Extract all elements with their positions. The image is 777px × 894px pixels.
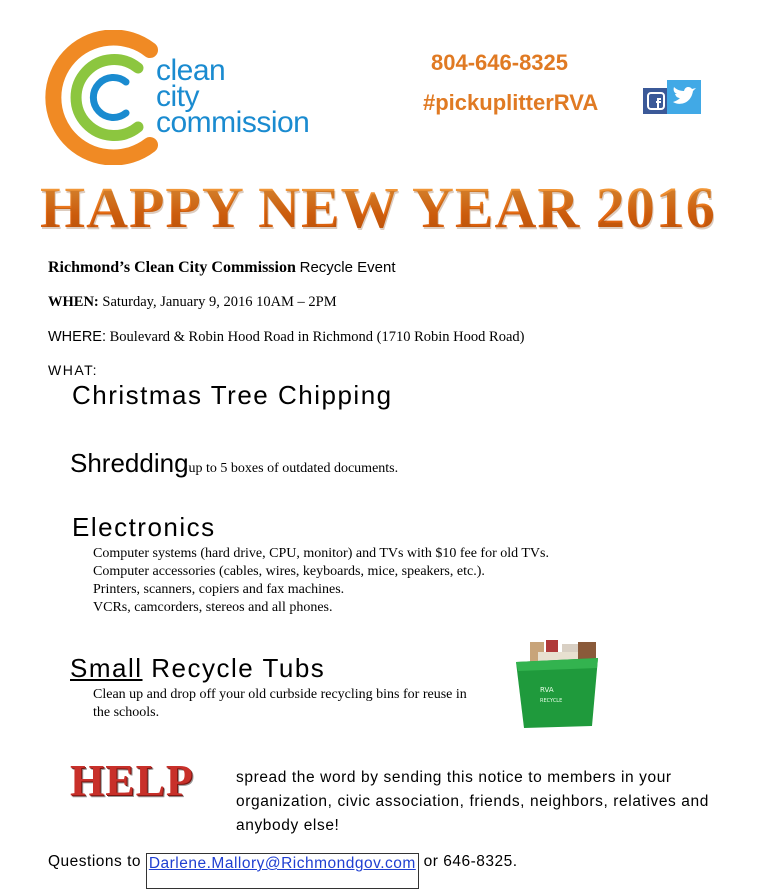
item-shredding xyxy=(70,448,398,479)
where-value: Boulevard & Robin Hood Road in Richmond (1710 Robin Hood Road) xyxy=(109,329,525,345)
when-value: Saturday, January 9, 2016 10AM – 2PM xyxy=(102,294,337,310)
list-item: Computer systems (hard drive, CPU, monitor) and TVs with $10 fee for old TVs. xyxy=(93,546,549,561)
tubs-title-rest: Recycle Tubs xyxy=(142,653,326,683)
item-christmas-tree-chipping: Christmas Tree Chipping xyxy=(72,380,393,410)
shredding-desc: up to 5 boxes of outdated documents. xyxy=(188,461,399,476)
email-link[interactable]: Darlene.Mallory@Richmondgov.com xyxy=(146,853,419,889)
event-line xyxy=(48,259,396,277)
small-recycle-tubs-title xyxy=(70,653,325,684)
help-word: HELP xyxy=(70,756,194,805)
twitter-icon[interactable] xyxy=(667,80,701,114)
where-label: WHERE: xyxy=(48,329,106,345)
event-type: Recycle Event xyxy=(299,259,396,276)
tubs-title-small: Small xyxy=(70,653,143,683)
where-line xyxy=(48,329,524,346)
cc-logo-icon xyxy=(38,30,168,165)
hashtag: #pickuplitterRVA xyxy=(423,90,599,115)
social-icons xyxy=(643,80,701,116)
logo-text-city: city xyxy=(156,80,199,113)
svg-text:RECYCLE: RECYCLE xyxy=(540,698,563,704)
logo-text-clean: clean xyxy=(156,54,226,87)
tubs-desc: Clean up and drop off your old curbside recycling bins for reuse in the schools. xyxy=(93,687,467,720)
clean-city-commission-logo xyxy=(38,30,318,165)
svg-text:RVA: RVA xyxy=(540,686,554,694)
what-label: WHAT: xyxy=(48,362,99,378)
questions-prefix: Questions to xyxy=(48,853,146,870)
headline: HAPPY NEW YEAR 2016 xyxy=(40,174,760,241)
facebook-icon[interactable] xyxy=(643,88,669,114)
list-item: VCRs, camcorders, stereos and all phones. xyxy=(93,600,333,615)
electronics-list xyxy=(93,545,549,617)
questions-line xyxy=(48,853,518,889)
list-item: Computer accessories (cables, wires, keyboards, mice, speakers, etc.). xyxy=(93,564,485,579)
event-org: Richmond’s Clean City Commission xyxy=(48,259,296,276)
help-text: spread the word by sending this notice to members in your organization, civic association, friends, neighbors, relatives and anybody else! xyxy=(236,769,709,834)
when-label: WHEN: xyxy=(48,294,99,310)
list-item: Printers, scanners, copiers and fax machines. xyxy=(93,582,345,597)
when-line xyxy=(48,294,337,311)
logo-text-commission: commission xyxy=(156,106,310,139)
phone-number: 804-646-8325 xyxy=(431,50,569,75)
recycle-bin-image xyxy=(510,638,604,730)
shredding-title: Shredding xyxy=(70,448,189,478)
questions-suffix: or 646-8325. xyxy=(418,853,518,870)
electronics-title: Electronics xyxy=(72,512,216,542)
